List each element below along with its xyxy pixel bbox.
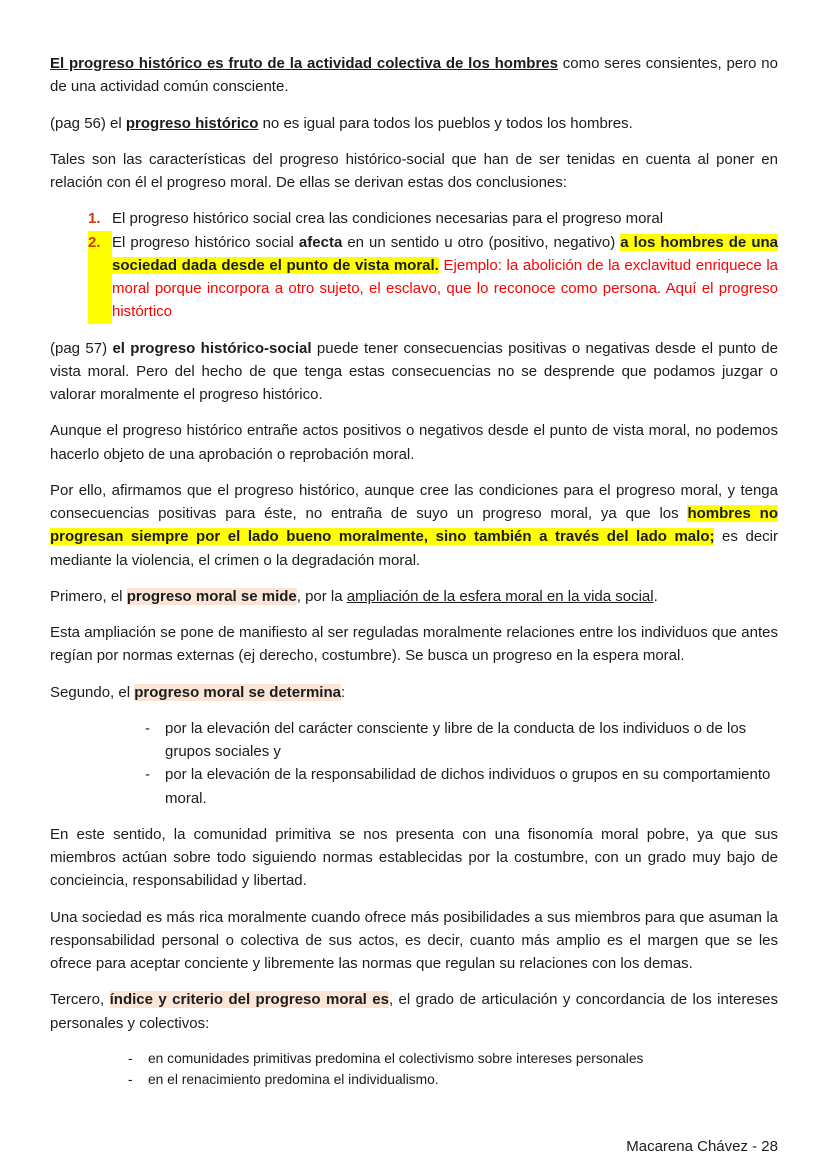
paragraph <box>50 823 778 893</box>
text-run: En este sentido, la comunidad primitiva se nos presenta con una fisonomía moral pobre, ya que sus miembros actúan sobre todo siguiendo normas establecidas por la costumbre, con un grado muy bajo de concieincia, responsabilidad y libertad. <box>50 825 778 890</box>
list-item-text <box>148 1069 778 1090</box>
text-run: El progreso histórico social crea las condiciones necesarias para el progreso moral <box>112 210 664 228</box>
paragraph <box>50 585 778 608</box>
text-run: progreso moral se mide <box>126 587 297 605</box>
paragraph <box>50 419 778 466</box>
text-run: ampliación de la esfera moral en la vida social <box>346 587 654 605</box>
text-run: por la elevación de la responsabilidad de dichos individuos o grupos en su comportamiento moral. <box>165 766 771 807</box>
text-run: Esta ampliación se pone de manifiesto al ser reguladas moralmente relaciones entre los individuos que antes regían por normas externas (ej derecho, costumbre). Se busca un progreso en la espera moral. <box>50 624 778 665</box>
dash-list <box>50 1048 778 1091</box>
list-item <box>50 207 778 230</box>
paragraph <box>50 337 778 407</box>
text-run: en un sentido u otro (positivo, negativo) <box>342 233 621 251</box>
text-run: El progreso histórico es fruto de la actividad colectiva de los hombres <box>50 55 558 72</box>
list-item-text <box>112 231 778 324</box>
text-run: : <box>340 683 346 701</box>
text-run: (pag 56) el <box>50 114 126 132</box>
list-marker: 1. <box>88 210 101 228</box>
text-run: el progreso histórico-social <box>112 339 312 357</box>
text-run: es decir mediante la violencia, el crimen o la degradación moral. <box>50 528 778 569</box>
text-run: a los hombres de una sociedad dada desde el punto de vista moral. <box>112 233 778 274</box>
text-run: en comunidades primitivas predomina el colectivismo sobre intereses personales <box>148 1050 644 1066</box>
text-run: Segundo, el <box>50 683 135 701</box>
dash-marker: - <box>145 719 150 737</box>
paragraph <box>50 148 778 195</box>
paragraph <box>50 906 778 976</box>
list-item <box>50 717 778 764</box>
text-run: puede tener consecuencias positivas o negativas desde el punto de vista moral. Pero del hecho de que tenga estas consecuencias no se desprende que podamos juzgar o valorar moralmente el progreso histórico. <box>50 339 778 403</box>
paragraph <box>50 52 778 99</box>
text-run: Tercero, <box>50 991 110 1009</box>
dash-list <box>50 717 778 810</box>
dash-marker: - <box>145 766 150 784</box>
text-run: , por la <box>296 587 347 605</box>
text-run: , el grado de articulación y concordancia de los intereses personales y colectivos: <box>50 991 779 1032</box>
dash-marker: - <box>128 1072 133 1088</box>
numbered-list <box>50 207 778 323</box>
list-item <box>50 1048 778 1069</box>
paragraph <box>50 988 778 1035</box>
text-run: progreso moral se determina <box>134 683 341 701</box>
document-content <box>50 52 778 1091</box>
text-run: (pag 57) <box>50 339 113 357</box>
list-item <box>50 1069 778 1090</box>
list-item-text <box>165 717 778 764</box>
text-run: Una sociedad es más rica moralmente cuando ofrece más posibilidades a sus miembros para que asuman la responsabilidad personal o colectiva de sus actos, es decir, cuanto más amplio es el margen que se les ofrece para aceptar conciente y libremente las normas que regulan su relaciones con los demas. <box>50 908 778 972</box>
text-run: . <box>653 587 658 605</box>
paragraph <box>50 479 778 572</box>
list-marker: 2. <box>88 231 112 324</box>
paragraph <box>50 112 778 135</box>
text-run: en el renacimiento predomina el individualismo. <box>148 1072 439 1088</box>
text-run: Tales son las características del progreso histórico-social que han de ser tenidas en cuenta al poner en relación con él el progreso moral. De ellas se derivan estas dos conclusiones: <box>50 150 778 191</box>
list-item-text <box>148 1048 778 1069</box>
dash-marker: - <box>128 1050 133 1066</box>
text-run: hombres no progresan siempre por el lado bueno moralmente, sino también a través del lado malo; <box>50 505 779 546</box>
list-item-text <box>165 763 778 810</box>
text-run: Ejemplo: la abolición de la exclavitud enriquece la moral porque incorpora a otro sujeto, el esclavo, que lo reconoce como persona. Aquí el progreso histórtico <box>112 256 778 321</box>
text-run: Por ello, afirmamos que el progreso histórico, aunque cree las condiciones para el progreso moral, y tenga consecuencias positivas para éste, no entraña de suyo un progreso moral, ya que los <box>50 481 778 522</box>
text-run: no es igual para todos los pueblos y todos los hombres. <box>258 114 633 132</box>
page-footer: Macarena Chávez - 28 <box>626 1138 778 1155</box>
text-run: Aunque el progreso histórico entrañe actos positivos o negativos desde el punto de vista moral, no podemos hacerlo objeto de una aprobación o reprobación moral. <box>50 422 778 463</box>
text-run: por la elevación del carácter consciente y libre de la conducta de los individuos o de los grupos sociales y <box>165 719 747 760</box>
text-run: El progreso histórico social <box>112 233 299 251</box>
list-item <box>50 231 778 324</box>
list-item <box>50 763 778 810</box>
text-run: como seres consientes, pero no de una actividad común consciente. <box>50 55 778 96</box>
paragraph <box>50 681 778 704</box>
paragraph <box>50 621 778 668</box>
text-run: progreso histórico <box>125 114 259 132</box>
text-run: Primero, el <box>50 587 127 605</box>
list-item-text <box>112 207 778 230</box>
text-run: índice y criterio del progreso moral es <box>109 991 389 1009</box>
text-run: afecta <box>298 233 343 251</box>
